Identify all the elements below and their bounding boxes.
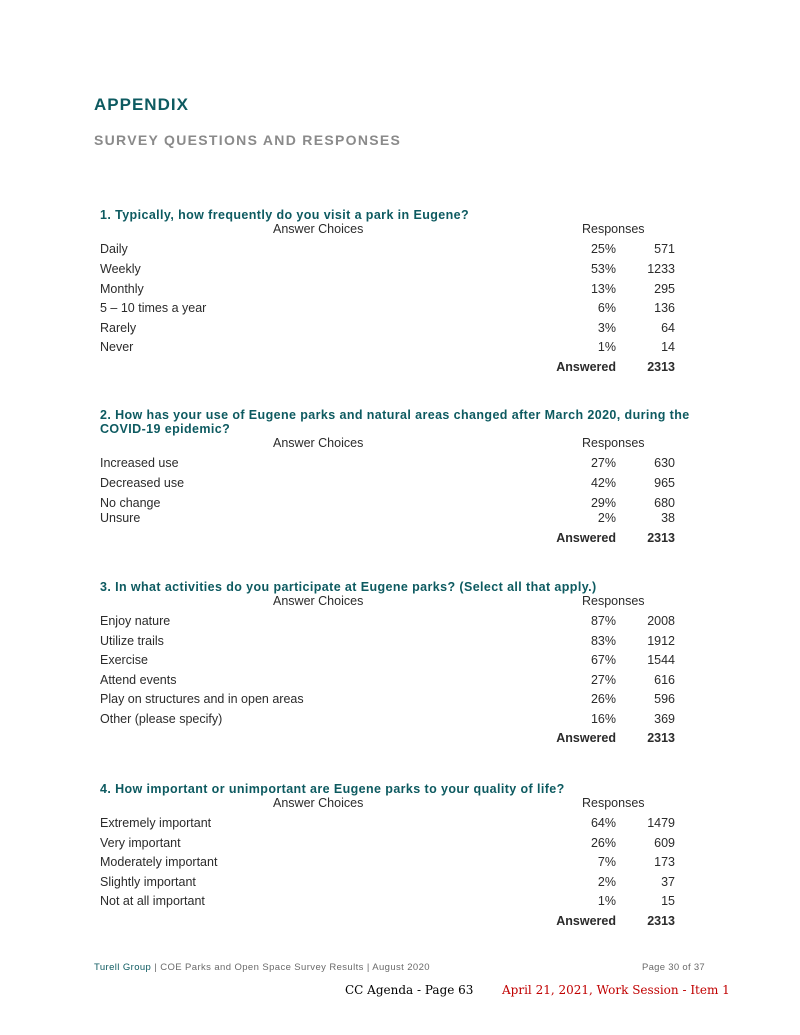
answer-count: 37	[661, 874, 675, 889]
answered-row	[100, 731, 700, 751]
answer-label: Unsure	[100, 511, 141, 525]
page-footer	[94, 962, 430, 973]
answer-label: Decreased use	[100, 476, 185, 490]
table-row	[100, 301, 700, 321]
answer-percent: 83%	[590, 633, 616, 648]
table-row	[100, 511, 700, 531]
question-block-3	[100, 580, 700, 751]
answer-label: 5 – 10 times a year	[100, 301, 207, 315]
answer-label: Not at all important	[100, 894, 205, 908]
answer-percent: 16%	[590, 711, 616, 726]
answer-label: Weekly	[100, 262, 141, 276]
table-row	[100, 496, 700, 511]
answer-count: 369	[654, 711, 675, 726]
table-row	[100, 816, 700, 836]
responses-header: Responses	[582, 594, 645, 608]
table-row	[100, 476, 700, 496]
answered-row	[100, 360, 700, 380]
table-header	[100, 594, 700, 614]
footer-separator: |	[366, 962, 370, 973]
table-row	[100, 242, 700, 262]
table-row	[100, 875, 700, 895]
answer-percent: 7%	[597, 855, 616, 869]
table-row	[100, 712, 700, 732]
answer-count: 1912	[647, 633, 675, 648]
answer-count: 616	[654, 672, 675, 687]
answer-percent: 42%	[590, 476, 616, 490]
answer-label: Exercise	[100, 653, 148, 667]
question-block-2	[100, 408, 700, 551]
table-row	[100, 282, 700, 302]
appendix-heading: APPENDIX	[94, 95, 189, 114]
session-stamp: April 21, 2021, Work Session - Item 1	[502, 983, 730, 997]
answer-percent: 2%	[597, 511, 616, 525]
answer-label: Increased use	[100, 456, 179, 470]
question-block-4	[100, 782, 700, 934]
footer-brand: Turell Group	[94, 962, 152, 973]
answer-label: Extremely important	[100, 816, 212, 830]
page-number: Page 30 of 37	[641, 962, 705, 973]
answer-percent: 26%	[590, 835, 616, 850]
answer-percent: 1%	[597, 340, 616, 354]
answer-count: 571	[654, 242, 675, 256]
answer-count: 38	[661, 511, 675, 525]
answer-label: Other (please specify)	[100, 711, 223, 726]
answered-label: Answered	[556, 731, 616, 745]
table-header	[100, 222, 700, 242]
answer-choices-header: Answer Choices	[273, 222, 364, 236]
answer-count: 64	[661, 320, 675, 335]
table-row	[100, 673, 700, 693]
answered-label: Answered	[556, 359, 616, 374]
answer-count: 2008	[647, 614, 675, 628]
answer-percent: 87%	[590, 614, 616, 628]
answer-choices-header: Answer Choices	[273, 796, 364, 810]
answered-label: Answered	[556, 531, 616, 545]
answer-percent: 27%	[590, 672, 616, 687]
answer-percent: 6%	[597, 301, 616, 315]
answer-count: 1544	[647, 653, 675, 667]
responses-header: Responses	[582, 436, 645, 450]
section-subheading: SURVEY QUESTIONS AND RESPONSES	[94, 132, 402, 148]
answered-total: 2313	[647, 913, 675, 928]
answer-percent: 29%	[590, 496, 616, 510]
answer-count: 295	[654, 281, 675, 296]
answer-label: Very important	[100, 835, 181, 850]
agenda-stamp: CC Agenda - Page 63	[345, 983, 474, 997]
answer-count: 136	[654, 301, 675, 315]
table-row	[100, 321, 700, 341]
table-row	[100, 692, 700, 712]
answered-label: Answered	[556, 913, 616, 928]
answered-row	[100, 531, 700, 551]
answer-percent: 27%	[590, 456, 616, 470]
answer-count: 1479	[647, 816, 675, 830]
answer-count: 596	[654, 692, 675, 706]
answer-percent: 1%	[597, 894, 616, 908]
answer-count: 680	[654, 496, 675, 510]
table-row	[100, 836, 700, 856]
table-row	[100, 340, 700, 360]
answer-percent: 64%	[590, 816, 616, 830]
answer-label: Never	[100, 340, 134, 354]
footer-date: August 2020	[372, 962, 430, 973]
answer-percent: 2%	[597, 874, 616, 889]
answer-label: Enjoy nature	[100, 614, 171, 628]
answer-label: Play on structures and in open areas	[100, 692, 304, 706]
question-title: 2. How has your use of Eugene parks and natural areas changed after March 2020, during the COVID-19 epidemic?	[100, 408, 690, 436]
question-block-1	[100, 208, 700, 380]
table-header	[100, 796, 700, 816]
answer-percent: 3%	[597, 320, 616, 335]
responses-header: Responses	[582, 222, 645, 236]
answer-count: 1233	[647, 262, 675, 276]
answer-count: 630	[654, 456, 675, 470]
answered-total: 2313	[647, 359, 675, 374]
responses-header: Responses	[582, 796, 645, 810]
answer-count: 14	[661, 340, 675, 354]
question-title: 1. Typically, how frequently do you visit a park in Eugene?	[100, 208, 470, 222]
answer-label: Moderately important	[100, 855, 218, 869]
answer-count: 965	[654, 476, 675, 490]
table-row	[100, 894, 700, 914]
answer-label: Utilize trails	[100, 633, 164, 648]
answer-percent: 13%	[590, 281, 616, 296]
footer-report-title: COE Parks and Open Space Survey Results	[160, 962, 364, 973]
answer-label: Slightly important	[100, 874, 196, 889]
table-row	[100, 456, 700, 476]
answered-total: 2313	[647, 531, 675, 545]
question-title: 3. In what activities do you participate at Eugene parks? (Select all that apply.)	[100, 580, 597, 594]
table-row	[100, 855, 700, 875]
answered-row	[100, 914, 700, 934]
table-row	[100, 262, 700, 282]
answer-choices-header: Answer Choices	[273, 436, 364, 450]
answer-percent: 25%	[590, 242, 616, 256]
answer-choices-header: Answer Choices	[273, 594, 364, 608]
table-header	[100, 436, 700, 456]
answered-total: 2313	[647, 731, 675, 745]
answer-label: Rarely	[100, 320, 137, 335]
answer-percent: 53%	[590, 262, 616, 276]
table-row	[100, 653, 700, 673]
question-title: 4. How important or unimportant are Eugene parks to your quality of life?	[100, 782, 565, 796]
answer-label: No change	[100, 496, 161, 510]
answer-label: Daily	[100, 242, 128, 256]
table-row	[100, 614, 700, 634]
answer-count: 173	[654, 855, 675, 869]
answer-count: 609	[654, 835, 675, 850]
answer-label: Monthly	[100, 281, 144, 296]
answer-count: 15	[661, 894, 675, 908]
answer-label: Attend events	[100, 672, 177, 687]
answer-percent: 26%	[590, 692, 616, 706]
footer-separator: |	[154, 962, 158, 973]
answer-percent: 67%	[590, 653, 616, 667]
table-row	[100, 634, 700, 654]
